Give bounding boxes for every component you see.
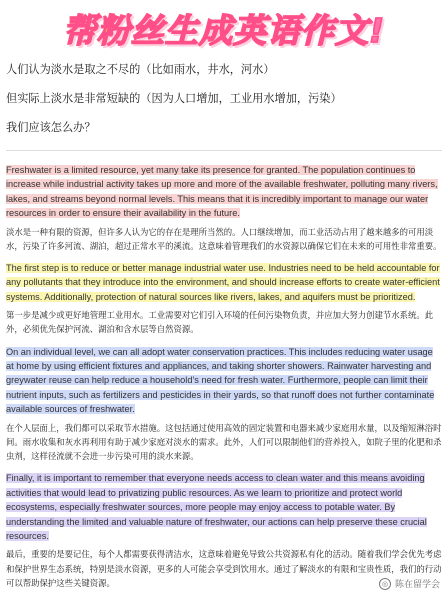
watermark (379, 577, 440, 590)
watermark-text: 陈在留学会 (394, 580, 440, 590)
prompt-line-2: 但实际上淡水是非常短缺的（因为人口增加，工业用水增加，污染） (6, 92, 342, 105)
paragraph-2-chinese: 第一步是减少或更好地管理工业用水。工业需要对它们引入环境的任何污染物负责，并应加大努力创建节水系统。此外，必须优先保护河流、湖泊和含水层等自然资源。 (6, 310, 434, 335)
title-banner (0, 0, 448, 56)
prompt-line-3: 我们应该怎么办？ (6, 121, 96, 134)
paragraph-3-highlight: On an individual level, we can all adopt water conservation practices. This includes reducing water usage at home by using efficient fixtures and appliances, and taking shorter showers. Rainwater harvesting and greywater reuse can help reduce a household’s need for fresh water. Furthermore, people can limit their nutrient inputs, such as fertilizers and pesticides in their yards, so that runoff does not further contaminate available sources of freshwater. (6, 346, 435, 415)
paragraph-1-english (4, 163, 444, 221)
prompt-section (0, 56, 448, 136)
prompt-line-1: 人们认为淡水是取之不尽的（比如雨水，井水，河水） (6, 63, 275, 76)
paragraph-2-highlight: The first step is to reduce or better manage industrial water use. Industries need to be held accountable for any pollutants that they introduce into the environment, and should increase efforts to create water-efficient systems. Additionally, protection of natural sources like rivers, lakes, and aquifers must be prioritized. (6, 263, 440, 302)
watermark-logo-icon: ◎ (379, 578, 391, 590)
paragraph-3-chinese: 在个人层面上，我们都可以采取节水措施。这包括通过使用高效的固定装置和电器来减少家庭用水量，以及缩短淋浴时间。雨水收集和灰水再利用有助于减少家庭对淡水的需求。此外，人们可以限制他们的营养投入，如院子里的化肥和杀虫剂，这样径流就不会进一步污染可用的淡水来源。 (6, 422, 442, 462)
paragraph-1-highlight: Freshwater is a limited resource, yet many take its presence for granted. The population continues to increase while industrial activity takes up more and more of the available freshwater, polluting many rivers, lakes, and streams beyond normal levels. This means that it is incredibly important to manage our water resources in order to ensure their availability in the future. (6, 165, 438, 219)
paragraph-1-chinese: 淡水是一种有限的资源，但许多人认为它的存在是理所当然的。人口继续增加，而工业活动占用了越来越多的可用淡水，污染了许多河流、湖泊，超过正常水平的溪流。这意味着管理我们的水资源以确保它们在未来的可用性非常重要。 (6, 226, 442, 251)
paragraph-2-english (4, 261, 444, 304)
essay-body (0, 163, 448, 590)
paragraph-4-english (4, 471, 444, 543)
paragraph-4-chinese: 最后，重要的是要记住，每个人都需要获得清洁水，这意味着避免导致公共资源私有化的活动。随着我们学会优先考虑和保护世界生态系统，特别是淡水资源，更多的人可能会享受到饮用水。通过了解淡水的有限和宝贵性质，我们的行动可以帮助保护这些关键资源。 (6, 549, 442, 588)
section-divider (6, 150, 442, 151)
paragraph-4-highlight: Finally, it is important to remember that everyone needs access to clean water and this means avoiding activities that would lead to privatizing public resources. As we learn to prioritize and protect world ecosystems, especially freshwater sources, more people may enjoy access to potable water. By understanding the limited and valuable nature of freshwater, our actions can help preserve these crucial resources. (6, 473, 427, 541)
paragraph-3-english (4, 345, 444, 417)
banner-title: 帮粉丝生成英语作文! (63, 5, 385, 52)
